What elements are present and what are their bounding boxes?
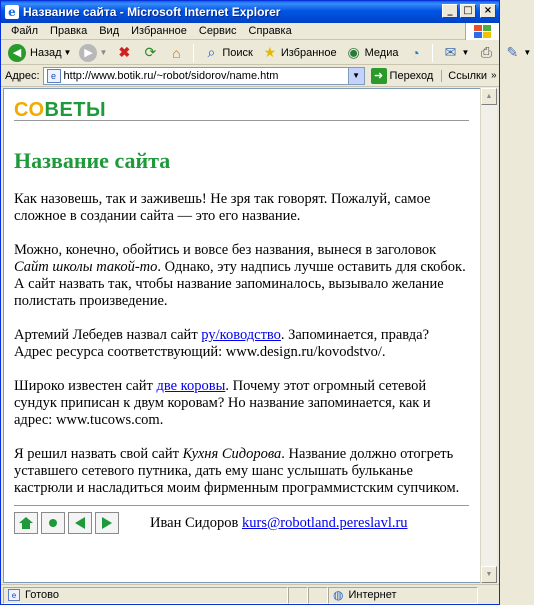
logo-part2: ВЕТЫ bbox=[44, 99, 107, 121]
menu-help[interactable]: Справка bbox=[248, 25, 292, 37]
menu-file[interactable]: Файл bbox=[11, 25, 39, 37]
nav-home-button[interactable] bbox=[14, 512, 38, 534]
refresh-button[interactable] bbox=[138, 42, 162, 64]
history-button[interactable] bbox=[403, 42, 427, 64]
globe-icon: ◍ bbox=[333, 588, 344, 602]
p5-text-b: . Название должно отогреть уставшего сетевого путника, дать ему шанс услышать бульканье кастрюли и насладиться моим фирменным программистским супчиком. bbox=[14, 446, 460, 496]
page-icon: e bbox=[47, 69, 61, 83]
refresh-icon: ⟳ bbox=[144, 44, 157, 60]
page-content bbox=[3, 88, 481, 583]
p3-text-b: . Запоминается, правда? Адрес ресурса соответствующий: www.design.ru/kovodstvo/. bbox=[14, 327, 430, 360]
address-bar bbox=[1, 65, 499, 87]
search-icon: ⌕ bbox=[207, 44, 216, 60]
chevron-down-icon[interactable]: ▼ bbox=[461, 48, 470, 57]
page-footer bbox=[14, 512, 469, 534]
chevron-down-icon[interactable]: ▼ bbox=[348, 68, 364, 84]
forward-arrow-icon: ▶ bbox=[79, 44, 97, 62]
chevron-down-icon[interactable]: ▼ bbox=[63, 48, 72, 57]
back-arrow-icon: ◀ bbox=[8, 44, 26, 62]
windows-flag-icon bbox=[465, 23, 499, 40]
p5-emphasis: Кухня Сидорова bbox=[182, 446, 282, 462]
nav-prev-button[interactable] bbox=[68, 512, 92, 534]
author-email-link[interactable]: kurs@robotland.pereslavl.ru bbox=[241, 514, 408, 531]
favorites-button[interactable] bbox=[258, 42, 340, 64]
logo-part1: СО bbox=[14, 99, 45, 121]
home-icon bbox=[19, 517, 33, 529]
menu-bar bbox=[1, 23, 499, 40]
standard-toolbar bbox=[1, 41, 532, 65]
scroll-down-button[interactable]: ▼ bbox=[481, 566, 497, 583]
paragraph-3 bbox=[14, 327, 469, 361]
paragraph-1: Как назовешь, так и заживешь! Не зря так говорят. Пожалуй, самое сложное в создании сайта — это его название. bbox=[14, 191, 431, 224]
nav-next-button[interactable] bbox=[95, 512, 119, 534]
zone-text: Интернет bbox=[348, 589, 397, 601]
address-url[interactable]: http://www.botik.ru/~robot/sidorov/name.htm bbox=[63, 69, 279, 82]
address-label: Адрес: bbox=[5, 69, 40, 82]
site-logo[interactable] bbox=[14, 99, 469, 121]
zone-cell bbox=[328, 587, 478, 604]
menu-view[interactable]: Вид bbox=[99, 25, 120, 37]
mail-icon: ✉ bbox=[444, 44, 457, 60]
toolbar-separator bbox=[193, 44, 194, 62]
stop-button[interactable] bbox=[112, 42, 136, 64]
title-bar[interactable] bbox=[1, 1, 499, 23]
home-button[interactable] bbox=[164, 42, 188, 64]
links-button[interactable]: Ссылки bbox=[441, 70, 487, 82]
p4-text-b: . Почему этот огромный сетевой сундук приписан к двум коровам? Но название запоминается, как и адрес: www.tucows.com. bbox=[14, 378, 431, 428]
media-globe-icon: ◉ bbox=[347, 44, 360, 60]
maximize-button[interactable]: □ bbox=[460, 4, 476, 18]
home-icon: ⌂ bbox=[172, 44, 181, 61]
status-cell bbox=[3, 587, 288, 604]
paragraph-5 bbox=[14, 446, 469, 497]
menu-tools[interactable]: Сервис bbox=[198, 25, 237, 37]
p3-text-a: Артемий Лебедев назвал сайт bbox=[14, 327, 202, 343]
address-input[interactable] bbox=[43, 67, 365, 85]
chevron-down-icon[interactable]: ▼ bbox=[99, 48, 108, 57]
window-title: Название сайта - Microsoft Internet Explorer bbox=[23, 5, 281, 19]
star-icon: ★ bbox=[263, 44, 277, 60]
search-button[interactable] bbox=[199, 42, 255, 64]
dot-icon bbox=[48, 518, 58, 528]
link-rukovodstvo[interactable]: ру/ководство bbox=[201, 327, 281, 343]
menu-favorites[interactable]: Избранное bbox=[131, 25, 187, 37]
favorites-label: Избранное bbox=[280, 46, 337, 59]
menu-edit[interactable]: Правка bbox=[50, 25, 88, 37]
nav-contents-button[interactable] bbox=[41, 512, 65, 534]
print-button[interactable] bbox=[474, 42, 498, 64]
paragraph-4 bbox=[14, 378, 469, 429]
ie-icon: e bbox=[5, 5, 19, 19]
chevron-down-icon[interactable]: ▼ bbox=[523, 48, 532, 57]
edit-page-icon: ✎ bbox=[506, 44, 519, 60]
p4-text-a: Широко известен сайт bbox=[14, 378, 157, 394]
media-button[interactable] bbox=[342, 42, 402, 64]
p5-text-a: Я решил назвать свой сайт bbox=[14, 446, 183, 462]
toolbar-separator bbox=[432, 44, 433, 62]
stop-icon: ✖ bbox=[118, 44, 131, 60]
chevron-left-icon bbox=[75, 517, 85, 529]
link-two-cows[interactable]: две коровы bbox=[156, 378, 226, 394]
author-name: Иван Сидоров bbox=[150, 514, 242, 531]
p2-text-a: Можно, конечно, обойтись и вовсе без названия, вынеся в заголовок bbox=[14, 242, 437, 258]
status-bar bbox=[1, 584, 499, 605]
paragraph-2 bbox=[14, 242, 469, 310]
minimize-button[interactable]: _ bbox=[442, 4, 458, 18]
page-title: Название сайта bbox=[14, 148, 171, 173]
chevron-right-icon[interactable]: » bbox=[490, 70, 497, 81]
go-label: Переход bbox=[389, 69, 434, 82]
back-label: Назад bbox=[30, 46, 62, 59]
scroll-up-button[interactable]: ▲ bbox=[481, 88, 497, 105]
mail-button[interactable] bbox=[438, 42, 472, 64]
search-label: Поиск bbox=[222, 46, 253, 59]
status-empty-cell bbox=[308, 587, 328, 604]
go-arrow-icon: ➜ bbox=[371, 68, 387, 84]
edit-button[interactable] bbox=[500, 42, 534, 64]
status-empty-cell bbox=[288, 587, 308, 604]
forward-button[interactable] bbox=[76, 42, 110, 64]
media-label: Медиа bbox=[364, 46, 399, 59]
close-button[interactable]: × bbox=[480, 4, 496, 18]
window-controls bbox=[442, 4, 496, 18]
status-text: Готово bbox=[25, 589, 59, 601]
page-body bbox=[4, 89, 480, 534]
p2-text-b: . Однако, эту надпись лучше оставить для скобок. А сайт назвать так, чтобы название запоминалось, вызывало желание полистать произведение. bbox=[14, 259, 466, 309]
author-signature bbox=[150, 515, 408, 532]
back-button[interactable] bbox=[5, 42, 74, 64]
print-icon: ⎙ bbox=[480, 44, 492, 60]
chevron-right-icon bbox=[102, 517, 112, 529]
history-icon: ◔ bbox=[411, 44, 420, 61]
footer-divider bbox=[14, 505, 469, 506]
go-button[interactable] bbox=[371, 68, 434, 84]
vertical-scrollbar[interactable] bbox=[480, 88, 497, 583]
p2-emphasis: Сайт школы такой-то bbox=[14, 259, 158, 275]
page-icon: e bbox=[8, 589, 20, 601]
